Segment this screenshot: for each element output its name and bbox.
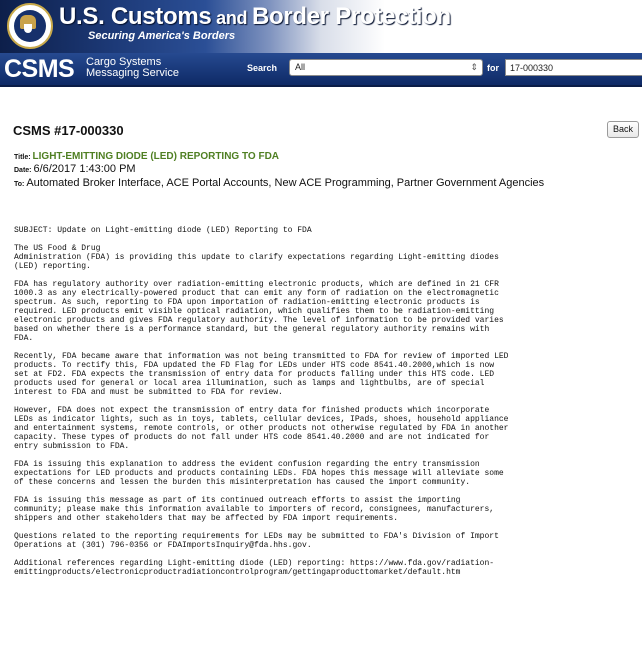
body-paragraph: FDA is issuing this explanation to address the evident confusion regarding the entry transmission expectations for LED products and products containing LEDs. FDA hopes this message will alleviate some of these concerns and lessen the burden this misinterpretation has caused the import community. (14, 460, 504, 487)
message-title: Title: LIGHT-EMITTING DIODE (LED) REPORTING TO FDA (14, 151, 280, 162)
agency-title: U.S. Customs and Border Protection (59, 3, 451, 30)
message-body (14, 226, 636, 586)
search-label: Search (247, 63, 278, 73)
page-title: CSMS #17-000330 (13, 123, 124, 138)
search-input[interactable] (505, 59, 642, 76)
body-paragraph: However, FDA does not expect the transmission of entry data for finished products which incorporate LEDs as indicator lights, such as in toys, tablets, cellular devices, IPads, shoes, household appliance and entertainment systems, remote controls, or other products not otherwise regulated by FDA in another capacity. These types of products do not fall under HTS code 8541.40.2000 and are not indicated for entry submission to FDA. (14, 406, 509, 451)
back-button[interactable]: Back (607, 121, 639, 138)
select-arrows-icon: ⇕ (470, 62, 478, 72)
body-paragraph: The US Food & Drug Administration (FDA) is providing this update to clarify expectations regarding Light-emitting diodes (LED) reporting. (14, 244, 499, 271)
body-paragraph: Additional references regarding Light-emitting diode (LED) reporting: https://www.fda.gov/radiation- emittingproducts/electronicproductradiationcontrolprogram/gettingaproducttomarket/default.htm (14, 559, 495, 577)
csms-toolbar (0, 53, 642, 87)
body-paragraph: Questions related to the reporting requirements for LEDs may be submitted to FDA's Division of Import Operations at (301) 796-0356 or FDAImportsInquiry@fda.hhs.gov. (14, 532, 499, 550)
body-paragraph: FDA has regulatory authority over radiation-emitting electronic products, which are defined in 21 CFR 1000.3 as any electrically-powered product that can emit any form of radiation on the electromagnetic spectrum. As such, reporting to FDA upon importation of radiation-emitting electronic products is required. LED products emit visible optical radiation, which qualifies them to be radiation-emitting electronic products and gives FDA regulatory authority. The level of information to be provided varies based on whether there is a performance standard, but the general regulatory authority remains with FDA. (14, 280, 504, 343)
body-paragraph: FDA is issuing this message as part of its continued outreach efforts to assist the importing community; please make this information available to importers of record, consignees, manufacturers, shippers and other stakeholders that may be affected by FDA import requirements. (14, 496, 495, 523)
agency-banner (0, 0, 642, 53)
agency-tagline: Securing America's Borders (88, 30, 236, 42)
csms-subtitle: Cargo Systems Messaging Service (86, 56, 179, 79)
body-paragraph: Recently, FDA became aware that information was not being transmitted to FDA for review of imported LED products. To rectify this, FDA updated the FD Flag for LEDs under HTS code 8541.40.2000,which is now set at FD2. FDA expects the transmission of entry data for products falling under this HTS code. LED products used for general or local area illumination, such as lamps and lightbulbs, are of special interest to FDA and must be submitted to FDA for review. (14, 352, 509, 397)
search-scope-select[interactable]: All ⇕ (289, 59, 483, 76)
body-paragraph: SUBJECT: Update on Light-emitting diode (LED) Reporting to FDA (14, 226, 312, 235)
message-date: Date: 6/6/2017 1:43:00 PM (14, 163, 136, 175)
csms-logo: CSMS (4, 55, 75, 83)
message-recipients: To: Automated Broker Interface, ACE Portal Accounts, New ACE Programming, Partner Government Agencies (14, 177, 545, 189)
dhs-seal-icon (7, 3, 53, 49)
for-label: for (487, 63, 499, 73)
